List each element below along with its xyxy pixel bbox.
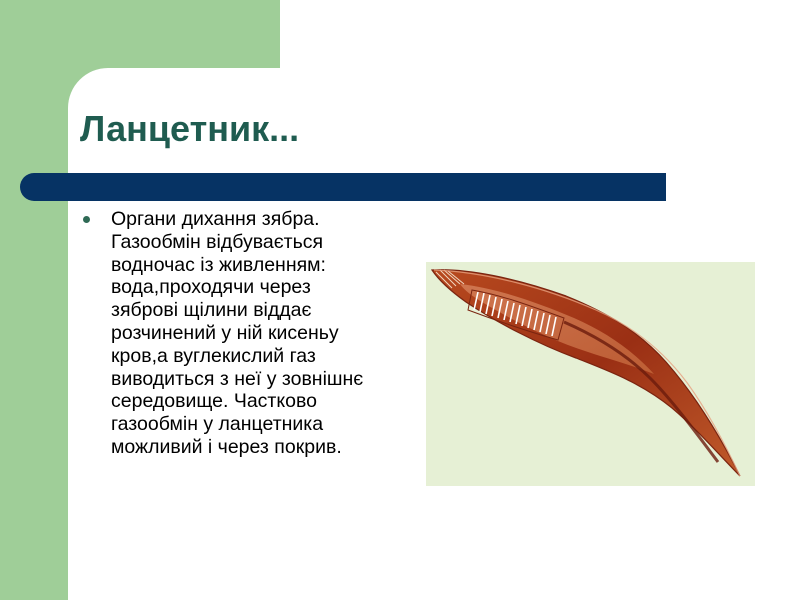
bullet-text: Органи дихання зябра. Газообмін відбувається водночас із живленням: вода,проходячи через зяброві щілини віддає розчинений у ній кисеньу кров,а вуглекислий газ виводиться з неї у зовнішнє середовище. Частково газообмін у ланцетника можливий і через покрив. xyxy=(111,208,364,458)
lancelet-illustration-icon xyxy=(426,262,755,486)
bullet-list xyxy=(80,208,380,459)
bullet-item xyxy=(80,208,380,459)
slide-title: Ланцетник... xyxy=(80,108,300,149)
lancelet-image xyxy=(426,262,755,486)
bullet-dot-icon xyxy=(83,216,90,223)
title-divider-bar xyxy=(20,173,666,201)
green-left-strip xyxy=(0,0,68,600)
